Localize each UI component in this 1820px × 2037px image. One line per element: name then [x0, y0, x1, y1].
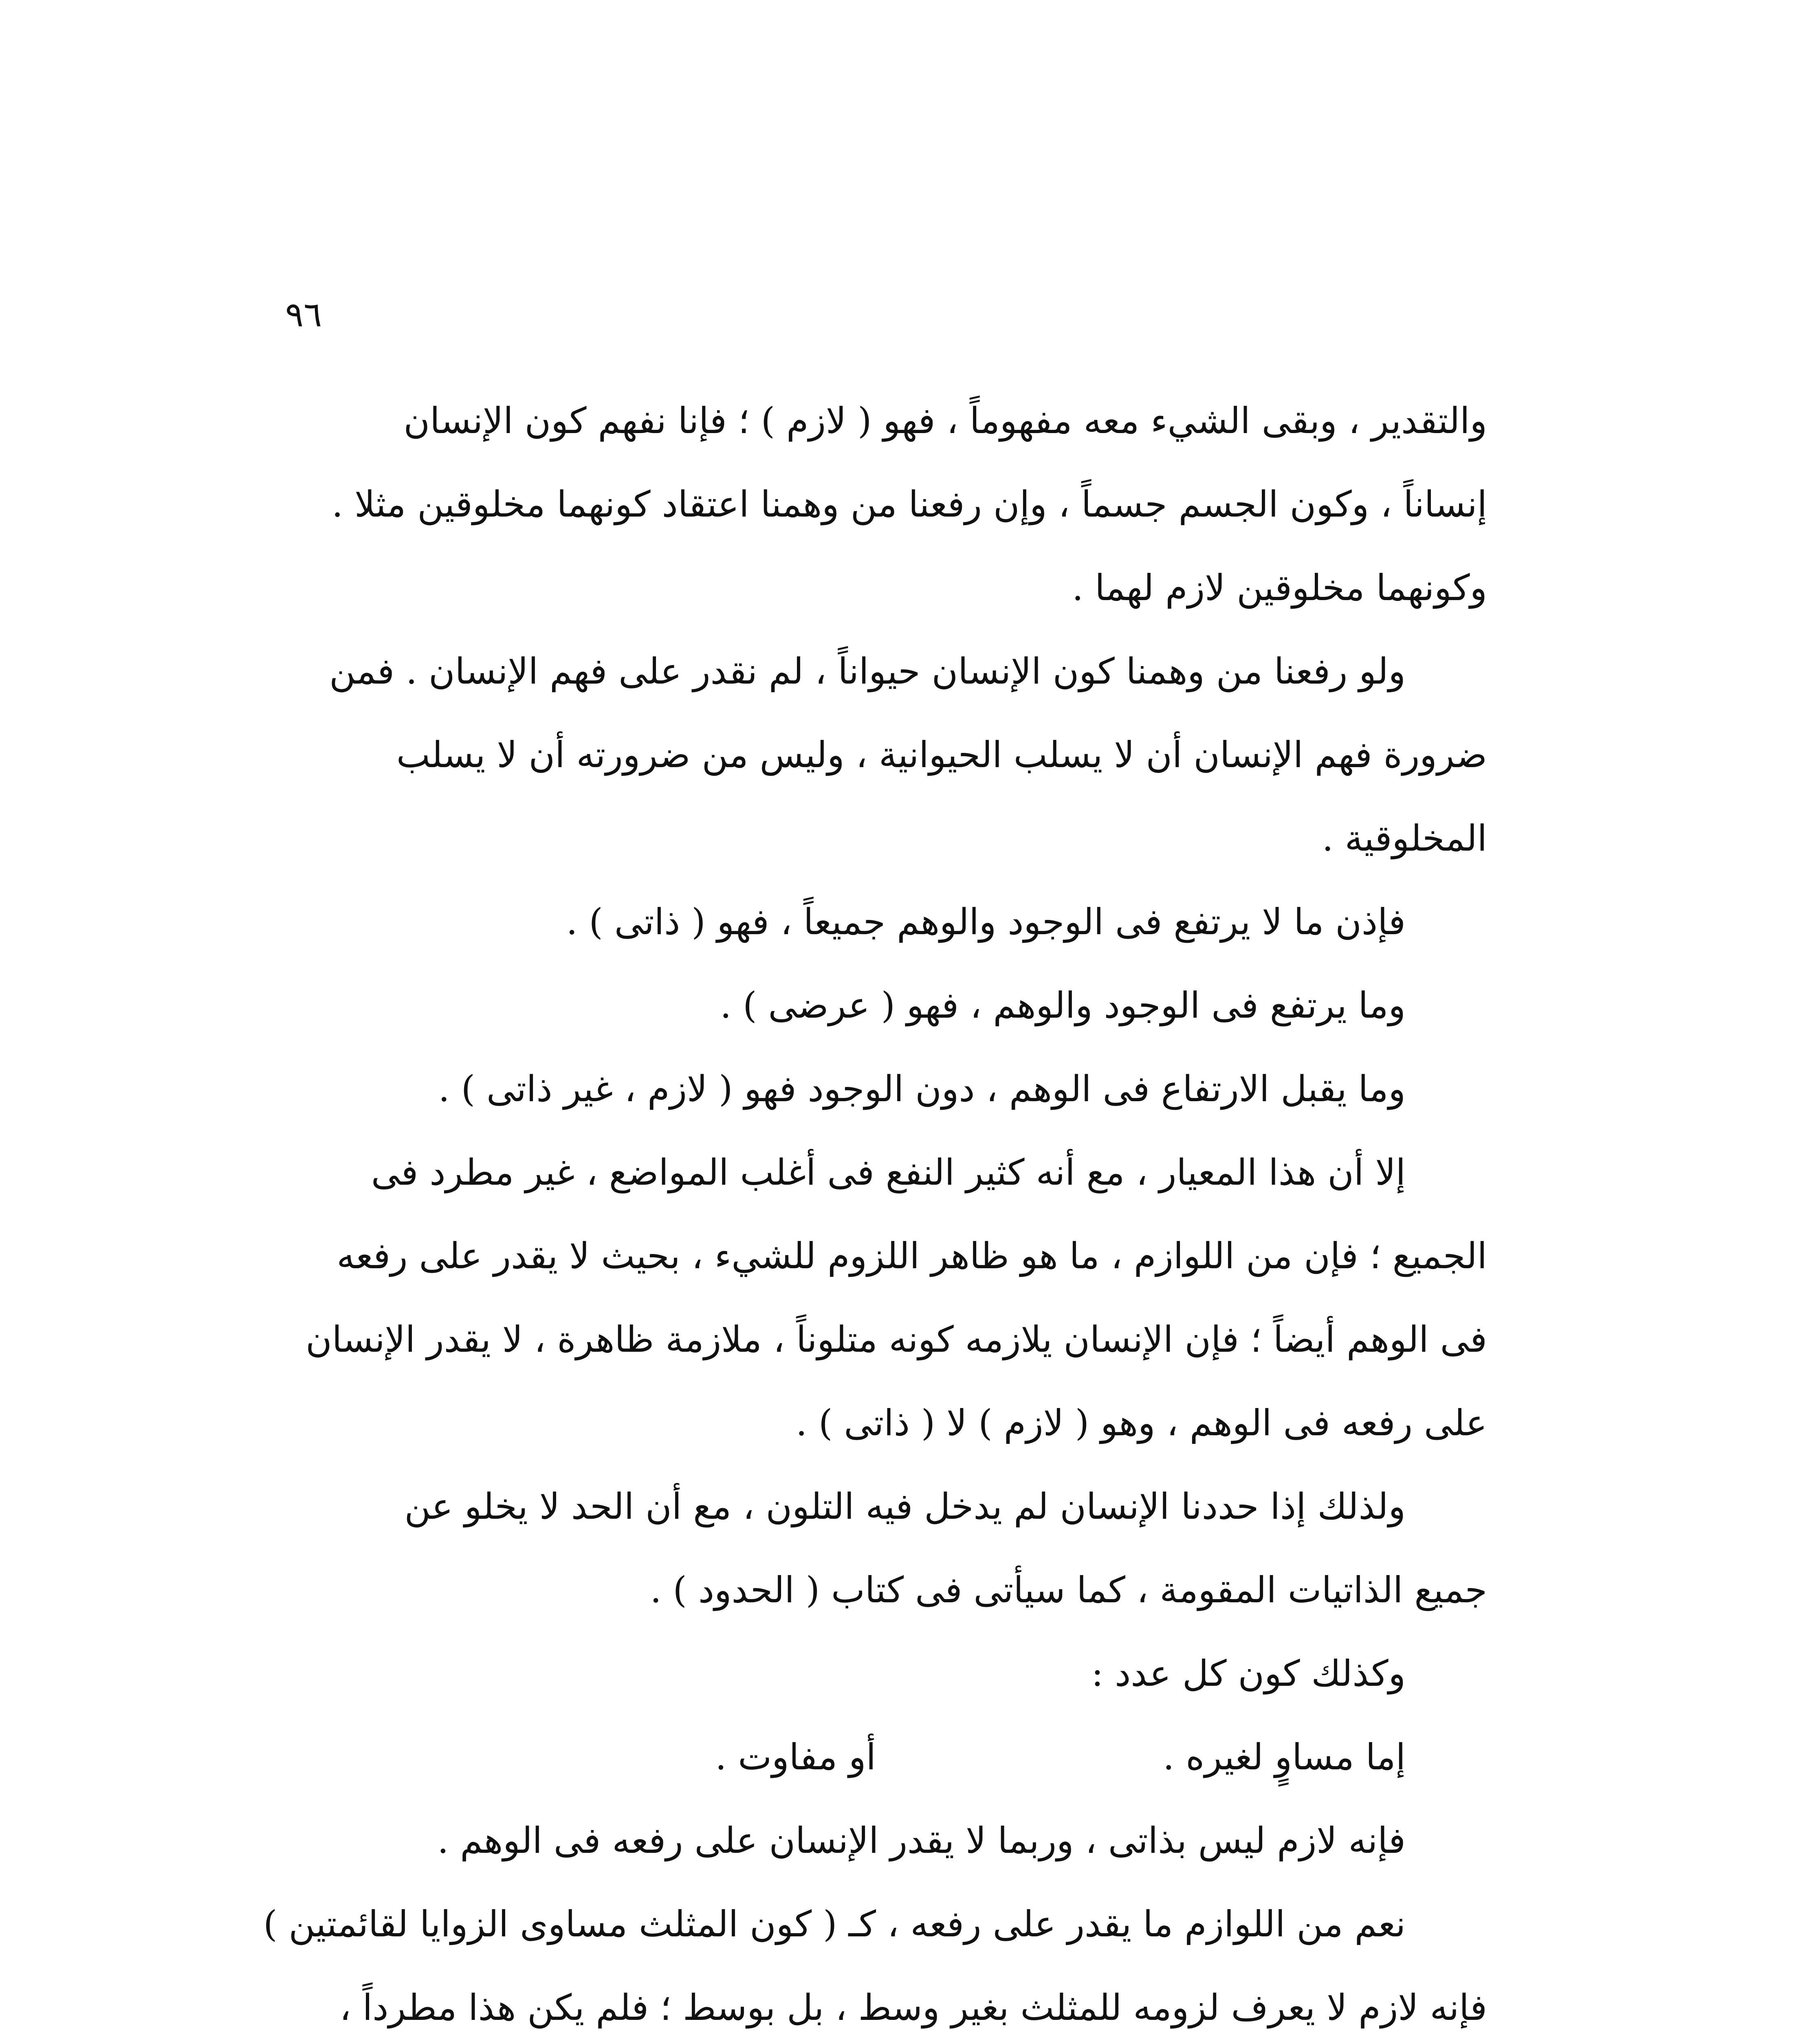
text-line: وما يقبل الارتفاع فى الوهم ، دون الوجود فهو ( لازم ، غير ذاتى ) . — [438, 1068, 1406, 1110]
text-line: إلا أن هذا المعيار ، مع أنه كثير النفع فى أغلب المواضع ، غير مطرد فى — [371, 1151, 1406, 1193]
text-line: وكذلك كون كل عدد : — [1091, 1652, 1406, 1694]
text-line: وكونهما مخلوقين لازم لهما . — [1072, 567, 1487, 609]
text-line-right: إما مساوٍ لغيره . — [1163, 1736, 1406, 1778]
text-line: فإنه لازم ليس بذاتى ، وربما لا يقدر الإنسان على رفعه فى الوهم . — [437, 1819, 1406, 1861]
text-line: فإذن ما لا يرتفع فى الوجود والوهم جميعاً ، فهو ( ذاتى ) . — [566, 901, 1406, 943]
paragraph-3 — [297, 880, 1487, 1131]
text-line: المخلوقية . — [1322, 817, 1487, 859]
text-line: نعم من اللوازم ما يقدر على رفعه ، كـ ( كون المثلث مساوى الزوايا لقائمتين ) — [263, 1903, 1406, 1945]
text-line-left: أو مفاوت . — [715, 1736, 876, 1778]
paragraph-2 — [297, 629, 1487, 880]
paragraph-1 — [297, 379, 1487, 629]
text-line: فإنه لازم لا يعرف لزومه للمثلث بغير وسط ، بل بوسط ؛ فلم يكن هذا مطرداً ، — [339, 1986, 1487, 2028]
paragraph-4 — [297, 1131, 1487, 1465]
paragraph-7 — [263, 1882, 1487, 2037]
text-line: على رفعه فى الوهم ، وهو ( لازم ) لا ( ذاتى ) . — [796, 1402, 1487, 1444]
two-column-line — [297, 1715, 1487, 1799]
text-line: جميع الذاتيات المقومة ، كما سيأتى فى كتاب ( الحدود ) . — [650, 1569, 1487, 1611]
text-line: الجميع ؛ فإن من اللوازم ، ما هو ظاهر اللزوم للشيء ، بحيث لا يقدر على رفعه — [337, 1235, 1487, 1277]
text-line: إنساناً ، وكون الجسم جسماً ، وإن رفعنا من وهمنا اعتقاد كونهما مخلوقين مثلا . — [332, 483, 1487, 525]
text-line: ولو رفعنا من وهمنا كون الإنسان حيواناً ، لم نقدر على فهم الإنسان . فمن — [329, 650, 1406, 692]
text-line: فى الوهم أيضاً ؛ فإن الإنسان يلازمه كونه متلوناً ، ملازمة ظاهرة ، لا يقدر الإنسان — [306, 1318, 1487, 1360]
text-line: ضرورة فهم الإنسان أن لا يسلب الحيوانية ، وليس من ضرورته أن لا يسلب — [396, 734, 1487, 776]
text-line: ولذلك إذا حددنا الإنسان لم يدخل فيه التلون ، مع أن الحد لا يخلو عن — [404, 1485, 1406, 1527]
paragraph-5 — [297, 1465, 1487, 1632]
body-text — [263, 379, 1487, 2037]
text-line: وما يرتفع فى الوجود والوهم ، فهو ( عرضى ) . — [720, 984, 1406, 1026]
paragraph-6 — [297, 1632, 1487, 1882]
page-number: ٩٦ — [285, 295, 322, 334]
text-line: والتقدير ، وبقى الشيء معه مفهوماً ، فهو ( لازم ) ؛ فإنا نفهم كون الإنسان — [403, 400, 1487, 442]
